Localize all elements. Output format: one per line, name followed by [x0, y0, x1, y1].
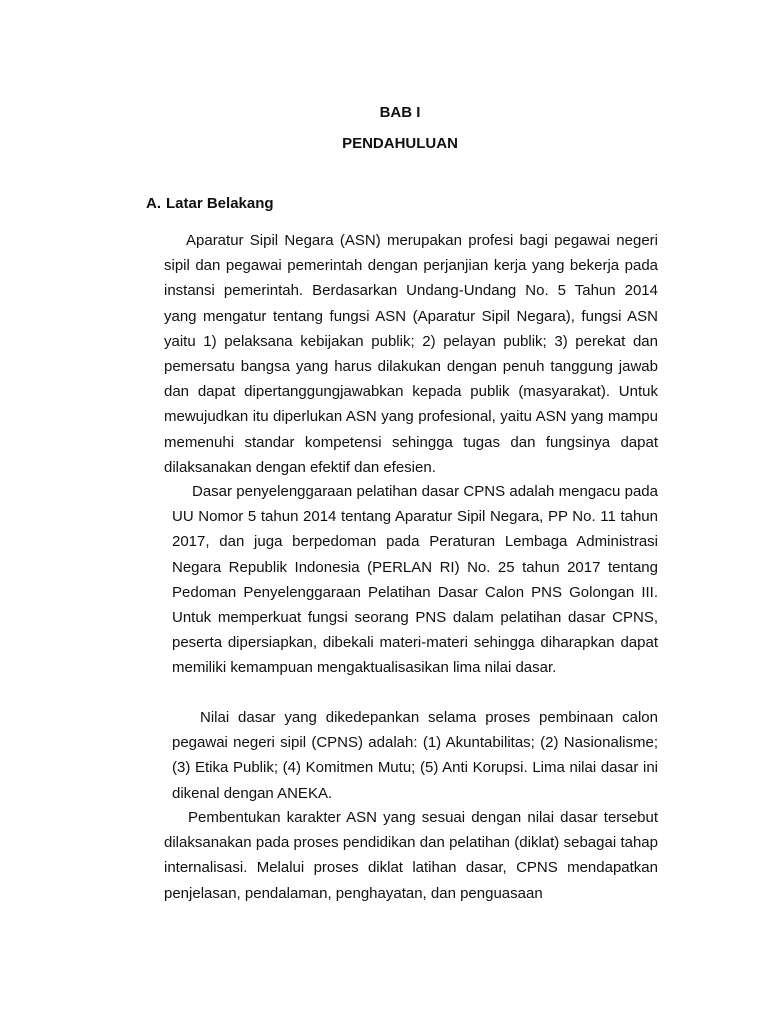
chapter-number: BAB I — [379, 104, 421, 121]
chapter-title: PENDAHULUAN — [342, 135, 458, 152]
paragraph: Dasar penyelenggaraan pelatihan dasar CPNS adalah mengacu pada UU Nomor 5 tahun 2014 tentang Aparatur Sipil Negara, PP No. 11 tahun 2017, dan juga berpedoman pada Peraturan Lembaga Administrasi Negara Republik Indonesia (PERLAN RI) No. 25 tahun 2017 tentang Pedoman Penyelenggaraan Pelatihan Dasar Calon PNS Golongan III. Untuk memperkuat fungsi seorang PNS dalam pelatihan dasar CPNS, peserta dipersiapkan, dibekali materi-materi sehingga diharapkan dapat memiliki kemampuan mengaktualisasikan lima nilai dasar. — [172, 483, 658, 677]
section-number: A. — [146, 195, 161, 212]
section-title: Latar Belakang — [166, 195, 274, 212]
paragraph: Pembentukan karakter ASN yang sesuai dengan nilai dasar tersebut dilaksanakan pada proses pendidikan dan pelatihan (diklat) sebagai tahap internalisasi. Melalui proses diklat latihan dasar, CPNS mendapatkan penjelasan, pendalaman, penghayatan, dan penguasaan — [164, 809, 658, 902]
paragraph: Nilai dasar yang dikedepankan selama proses pembinaan calon pegawai negeri sipil (CPNS) adalah: (1) Akuntabilitas; (2) Nasionalisme; (3) Etika Publik; (4) Komitmen Mutu; (5) Anti Korupsi. Lima nilai dasar ini dikenal dengan ANEKA. — [172, 709, 658, 802]
paragraph: Aparatur Sipil Negara (ASN) merupakan profesi bagi pegawai negeri sipil dan pegawai pemerintah dengan perjanjian kerja yang bekerja pada instansi pemerintah. Berdasarkan Undang-Undang No. 5 Tahun 2014 yang mengatur tentang fungsi ASN (Aparatur Sipil Negara), fungsi ASN yaitu 1) pelaksana kebijakan publik; 2) pelayan publik; 3) perekat dan pemersatu bangsa yang harus dilakukan dengan penuh tanggung jawab dan dapat dipertanggungjawabkan kepada publik (masyarakat). Untuk mewujudkan itu diperlukan ASN yang profesional, yaitu ASN yang mampu memenuhi standar kompetensi sehingga tugas dan fungsinya dapat dilaksanakan dengan efektif dan efesien. — [164, 232, 658, 476]
section-heading — [146, 195, 274, 212]
